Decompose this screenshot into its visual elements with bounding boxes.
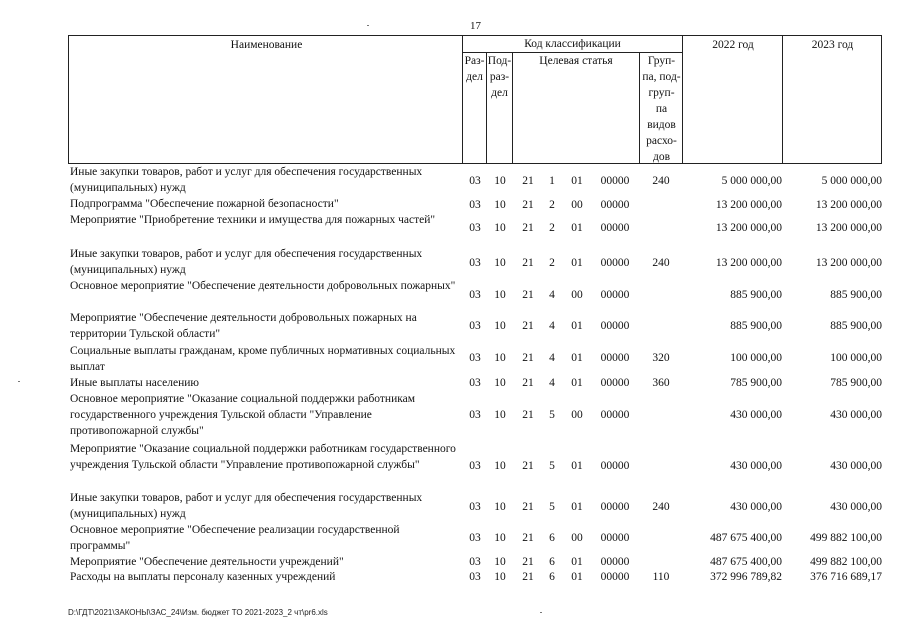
row-2023: 13 200 000,00 <box>815 257 882 269</box>
row-2023: 430 000,00 <box>830 460 882 472</box>
row-2022: 430 000,00 <box>730 460 782 472</box>
header-2023: 2023 год <box>811 39 854 51</box>
header-name-cell <box>68 35 463 164</box>
row-razdel: 03 <box>469 257 481 269</box>
row-code-2: 4 <box>549 352 555 364</box>
row-podrazdel: 10 <box>494 532 506 544</box>
scan-speck <box>540 612 542 613</box>
row-razdel: 03 <box>469 571 481 583</box>
header-podrazdel: Под- раз- дел <box>487 55 512 99</box>
header-target: Целевая статья <box>539 55 613 67</box>
row-code-3: 01 <box>571 352 583 364</box>
row-razdel: 03 <box>469 501 481 513</box>
row-code-2: 2 <box>549 222 555 234</box>
row-name: Расходы на выплаты персоналу казенных учреждений <box>70 571 336 583</box>
row-2023: 5 000 000,00 <box>821 175 882 187</box>
row-2022: 13 200 000,00 <box>715 257 782 269</box>
row-2022: 487 675 400,00 <box>710 556 782 568</box>
row-name: Социальные выплаты гражданам, кроме публичных нормативных социальных выплат <box>70 345 456 373</box>
row-code-4: 00000 <box>600 257 630 269</box>
table-row <box>68 164 882 196</box>
row-code-3: 00 <box>571 199 583 211</box>
table-header <box>68 35 882 164</box>
table-row <box>68 212 882 244</box>
row-vr: 240 <box>652 257 670 269</box>
row-podrazdel: 10 <box>494 289 506 301</box>
row-name: Иные закупки товаров, работ и услуг для обеспечения государственных (муниципальных) нужд <box>70 248 423 276</box>
table-row <box>68 278 882 310</box>
row-razdel: 03 <box>469 377 481 389</box>
table-row <box>68 246 882 278</box>
row-2022: 487 675 400,00 <box>710 532 782 544</box>
row-razdel: 03 <box>469 222 481 234</box>
row-name: Мероприятие "Обеспечение деятельности учреждений" <box>70 556 344 568</box>
row-podrazdel: 10 <box>494 222 506 234</box>
row-code-4: 00000 <box>600 352 630 364</box>
row-name: Основное мероприятие "Оказание социальной поддержки работникам государственного учреждения Тульской области "Управление противопожарной службы" <box>70 393 416 437</box>
row-code-4: 00000 <box>600 377 630 389</box>
row-vr: 240 <box>652 175 670 187</box>
header-name: Наименование <box>230 39 303 51</box>
scan-speck <box>367 25 369 26</box>
row-podrazdel: 10 <box>494 257 506 269</box>
row-code-1: 21 <box>522 571 534 583</box>
row-2022: 5 000 000,00 <box>721 175 782 187</box>
scan-speck <box>18 381 20 382</box>
row-code-4: 00000 <box>600 320 630 332</box>
header-2023-cell <box>782 35 882 164</box>
row-razdel: 03 <box>469 199 481 211</box>
row-2022: 885 900,00 <box>730 320 782 332</box>
row-name: Мероприятие "Обеспечение деятельности добровольных пожарных на территории Тульской области" <box>70 312 417 340</box>
row-code-2: 6 <box>549 532 555 544</box>
row-code-2: 4 <box>549 320 555 332</box>
row-razdel: 03 <box>469 556 481 568</box>
row-code-2: 6 <box>549 571 555 583</box>
row-code-1: 21 <box>522 409 534 421</box>
row-code-1: 21 <box>522 556 534 568</box>
row-name: Иные закупки товаров, работ и услуг для обеспечения государственных (муниципальных) нужд <box>70 492 423 520</box>
row-code-2: 4 <box>549 289 555 301</box>
row-2023: 100 000,00 <box>830 352 882 364</box>
table-row <box>68 375 882 391</box>
row-code-1: 21 <box>522 377 534 389</box>
row-code-3: 01 <box>571 571 583 583</box>
row-code-3: 00 <box>571 289 583 301</box>
row-razdel: 03 <box>469 175 481 187</box>
row-2022: 785 900,00 <box>730 377 782 389</box>
row-razdel: 03 <box>469 532 481 544</box>
row-code-1: 21 <box>522 199 534 211</box>
row-podrazdel: 10 <box>494 377 506 389</box>
row-name: Мероприятие "Приобретение техники и имущества для пожарных частей" <box>70 214 436 226</box>
row-podrazdel: 10 <box>494 409 506 421</box>
row-code-3: 00 <box>571 409 583 421</box>
header-razdel: Раз- дел <box>464 55 485 83</box>
row-code-2: 2 <box>549 199 555 211</box>
row-vr: 240 <box>652 501 670 513</box>
page-number: 17 <box>470 20 481 32</box>
row-podrazdel: 10 <box>494 352 506 364</box>
row-2023: 785 900,00 <box>830 377 882 389</box>
row-razdel: 03 <box>469 289 481 301</box>
row-code-1: 21 <box>522 501 534 513</box>
row-code-1: 21 <box>522 257 534 269</box>
row-code-3: 01 <box>571 460 583 472</box>
row-code-1: 21 <box>522 532 534 544</box>
row-name: Мероприятие "Оказание социальной поддержки работникам государственного учреждения Тульской области "Управление противопожарной службы" <box>70 443 456 471</box>
table-row <box>68 196 882 212</box>
row-razdel: 03 <box>469 460 481 472</box>
row-code-4: 00000 <box>600 532 630 544</box>
row-code-4: 00000 <box>600 571 630 583</box>
row-code-3: 01 <box>571 556 583 568</box>
row-name: Иные выплаты населению <box>70 377 199 389</box>
row-2022: 430 000,00 <box>730 409 782 421</box>
row-code-4: 00000 <box>600 460 630 472</box>
row-2023: 376 716 689,17 <box>810 571 882 583</box>
table-row <box>68 310 882 342</box>
row-name: Иные закупки товаров, работ и услуг для обеспечения государственных (муниципальных) нужд <box>70 166 423 194</box>
table-row <box>68 490 882 522</box>
row-vr: 320 <box>652 352 670 364</box>
row-razdel: 03 <box>469 409 481 421</box>
row-code-2: 5 <box>549 409 555 421</box>
row-2022: 13 200 000,00 <box>715 222 782 234</box>
table-row <box>68 343 882 375</box>
row-code-4: 00000 <box>600 556 630 568</box>
row-2023: 885 900,00 <box>830 289 882 301</box>
row-code-2: 5 <box>549 501 555 513</box>
table-row <box>68 569 882 585</box>
row-code-2: 2 <box>549 257 555 269</box>
header-group: Груп- па, под- груп- па видов расхо- дов <box>642 55 681 163</box>
row-code-3: 01 <box>571 175 583 187</box>
row-2022: 13 200 000,00 <box>715 199 782 211</box>
row-2023: 13 200 000,00 <box>815 199 882 211</box>
row-code-4: 00000 <box>600 199 630 211</box>
row-razdel: 03 <box>469 352 481 364</box>
row-2022: 885 900,00 <box>730 289 782 301</box>
row-name: Основное мероприятие "Обеспечение реализации государственной программы" <box>70 524 400 552</box>
header-2022-cell <box>682 35 783 164</box>
row-code-4: 00000 <box>600 501 630 513</box>
row-code-3: 01 <box>571 377 583 389</box>
row-razdel: 03 <box>469 320 481 332</box>
row-code-1: 21 <box>522 352 534 364</box>
row-code-1: 21 <box>522 320 534 332</box>
row-podrazdel: 10 <box>494 556 506 568</box>
row-code-4: 00000 <box>600 222 630 234</box>
row-code-4: 00000 <box>600 409 630 421</box>
row-code-3: 01 <box>571 257 583 269</box>
row-podrazdel: 10 <box>494 175 506 187</box>
row-2023: 499 882 100,00 <box>810 556 882 568</box>
row-2022: 100 000,00 <box>730 352 782 364</box>
row-podrazdel: 10 <box>494 501 506 513</box>
row-code-1: 21 <box>522 222 534 234</box>
row-vr: 110 <box>652 571 670 583</box>
row-podrazdel: 10 <box>494 320 506 332</box>
row-code-3: 01 <box>571 222 583 234</box>
row-2023: 499 882 100,00 <box>810 532 882 544</box>
table-row <box>68 441 882 489</box>
row-code-3: 01 <box>571 501 583 513</box>
file-path-footer: D:\ГДТ\2021\ЗАКОНЫ\ЗАС_24\Изм. бюджет ТО 2021-2023_2 чт\pr6.xls <box>68 608 328 617</box>
row-code-3: 00 <box>571 532 583 544</box>
row-2023: 430 000,00 <box>830 409 882 421</box>
row-code-1: 21 <box>522 289 534 301</box>
row-vr: 360 <box>652 377 670 389</box>
row-code-4: 00000 <box>600 289 630 301</box>
row-name: Основное мероприятие "Обеспечение деятельности добровольных пожарных" <box>70 280 456 292</box>
row-2023: 13 200 000,00 <box>815 222 882 234</box>
row-code-2: 5 <box>549 460 555 472</box>
header-code: Код классификации <box>524 38 621 50</box>
row-code-2: 6 <box>549 556 555 568</box>
row-code-2: 4 <box>549 377 555 389</box>
row-name: Подпрограмма "Обеспечение пожарной безопасности" <box>70 198 339 210</box>
row-2022: 430 000,00 <box>730 501 782 513</box>
row-2023: 885 900,00 <box>830 320 882 332</box>
row-code-2: 1 <box>549 175 555 187</box>
table-row <box>68 522 882 554</box>
row-podrazdel: 10 <box>494 571 506 583</box>
row-2023: 430 000,00 <box>830 501 882 513</box>
row-code-4: 00000 <box>600 175 630 187</box>
row-code-1: 21 <box>522 460 534 472</box>
table-row <box>68 554 882 570</box>
row-podrazdel: 10 <box>494 460 506 472</box>
row-podrazdel: 10 <box>494 199 506 211</box>
table-row <box>68 391 882 439</box>
row-code-3: 01 <box>571 320 583 332</box>
header-2022: 2022 год <box>712 39 754 51</box>
row-2022: 372 996 789,82 <box>710 571 782 583</box>
row-code-1: 21 <box>522 175 534 187</box>
